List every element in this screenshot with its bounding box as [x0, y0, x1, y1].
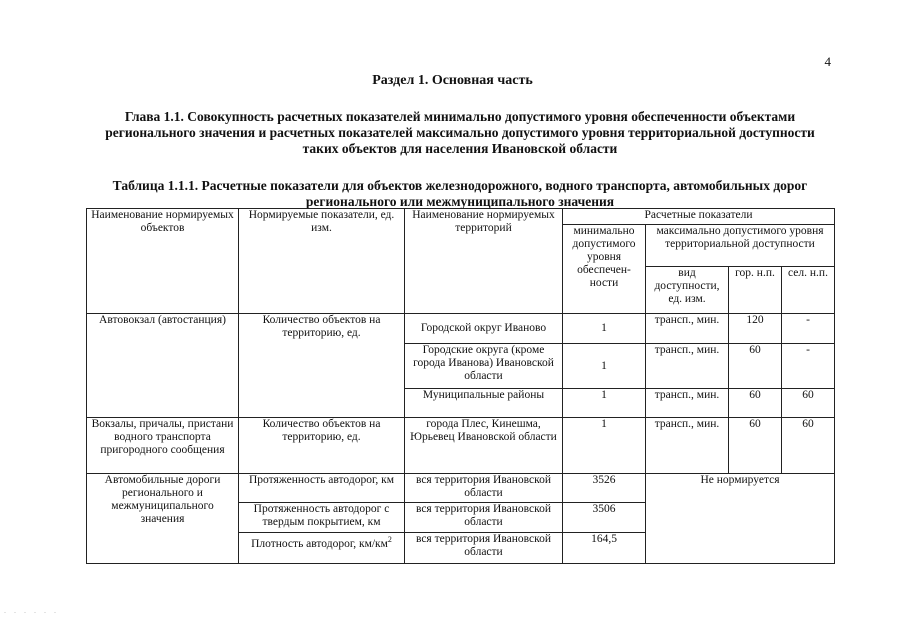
rural-value: -	[782, 344, 835, 389]
indicator-superscript: 2	[387, 534, 392, 544]
min-value: 1	[563, 389, 646, 417]
min-value: 1	[563, 417, 646, 473]
rural-value: 60	[782, 417, 835, 473]
access-type: трансп., мин.	[646, 344, 729, 389]
scan-edge-marks: . . . . . .	[4, 606, 59, 615]
territory: Городской округ Иваново	[405, 313, 563, 343]
urban-value: 60	[729, 417, 782, 473]
indicator: Количество объектов на территорию, ед.	[239, 313, 405, 417]
table-row	[87, 474, 835, 503]
header-max-level: максимально допустимого уровня территориальной доступности	[646, 225, 835, 267]
access-type: трансп., мин.	[646, 389, 729, 417]
urban-value: 60	[729, 389, 782, 417]
indicator: Количество объектов на территорию, ед.	[239, 417, 405, 473]
table-caption: Таблица 1.1.1. Расчетные показатели для объектов железнодорожного, водного транспорта, автомобильных дорог регионального или межмуниципального значения	[112, 178, 808, 209]
indicator: Протяженность автодорог с твердым покрытием, км	[239, 503, 405, 532]
header-indicators: Нормируемые показатели, ед. изм.	[239, 209, 405, 314]
min-value: 164,5	[563, 532, 646, 563]
indicators-table	[86, 208, 835, 564]
header-objects: Наименование нормируемых объектов	[87, 209, 239, 314]
header-calculated: Расчетные показатели	[563, 209, 835, 225]
urban-value: 60	[729, 344, 782, 389]
object-name: Автовокзал (автостанция)	[87, 313, 239, 417]
min-value: 1	[563, 313, 646, 343]
min-value: 3526	[563, 474, 646, 503]
indicator	[239, 532, 405, 563]
table-row	[87, 417, 835, 473]
table-row	[87, 313, 835, 343]
chapter-title: Глава 1.1. Совокупность расчетных показателей минимально допустимого уровня обеспеченности объектами регионального значения и расчетных показателей максимально допустимого уровня территориальной доступности таких объектов для населения Ивановской области	[105, 109, 815, 156]
rural-value: 60	[782, 389, 835, 417]
object-name: Автомобильные дороги регионального и межмуниципального значения	[87, 474, 239, 564]
header-row	[87, 209, 835, 225]
rural-value: -	[782, 313, 835, 343]
min-value: 3506	[563, 503, 646, 532]
access-type: трансп., мин.	[646, 313, 729, 343]
territory: вся территория Ивановской области	[405, 532, 563, 563]
territory: Муниципальные районы	[405, 389, 563, 417]
not-normed: Не нормируется	[646, 474, 835, 564]
territory: города Плес, Кинешма, Юрьевец Ивановской области	[405, 417, 563, 473]
page-number: 4	[824, 54, 831, 69]
object-name: Вокзалы, причалы, пристани водного транспорта пригородного сообщения	[87, 417, 239, 473]
header-rural: сел. н.п.	[782, 267, 835, 313]
territory: вся территория Ивановской области	[405, 474, 563, 503]
header-territories: Наименование нормируемых территорий	[405, 209, 563, 314]
section-title: Раздел 1. Основная часть	[372, 73, 533, 88]
header-min-level: минимально допустимого уровня обеспечен-ности	[563, 225, 646, 314]
urban-value: 120	[729, 313, 782, 343]
territory: Городские округа (кроме города Иванова) Ивановской области	[405, 344, 563, 389]
indicator: Протяженность автодорог, км	[239, 474, 405, 503]
header-access-type: вид доступности, ед. изм.	[646, 267, 729, 313]
header-urban: гор. н.п.	[729, 267, 782, 313]
indicator-text: Плотность автодорог, км/км	[251, 537, 388, 550]
access-type: трансп., мин.	[646, 417, 729, 473]
territory: вся территория Ивановской области	[405, 503, 563, 532]
min-value: 1	[563, 344, 646, 389]
